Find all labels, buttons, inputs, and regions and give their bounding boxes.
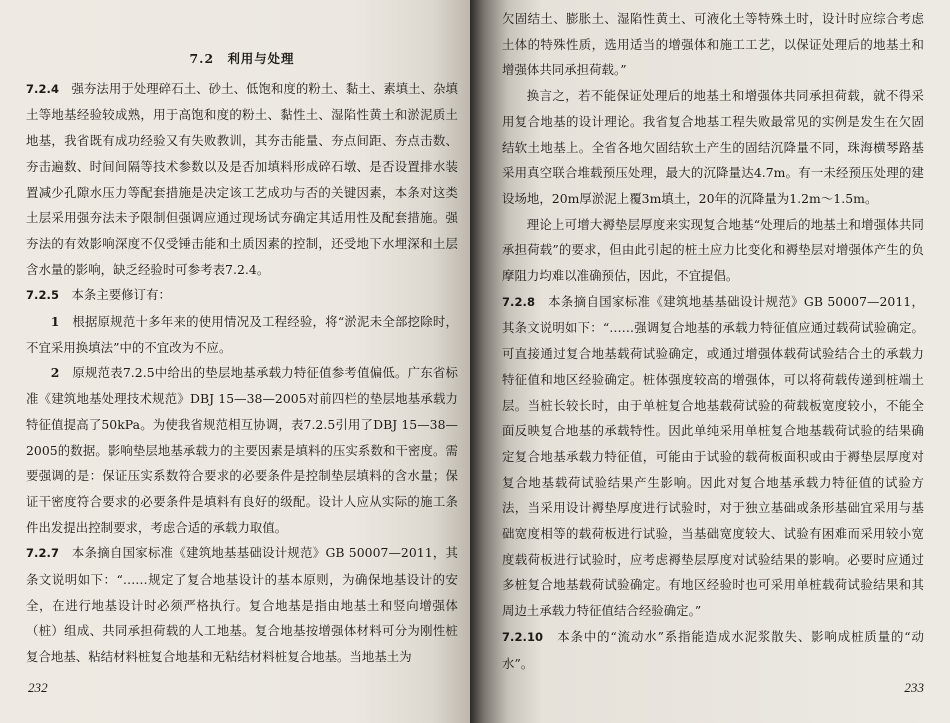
page-number: 233 bbox=[904, 680, 924, 696]
item-number: 2 bbox=[50, 365, 60, 381]
continued-paragraph: 欠固结土、膨胀土、湿陷性黄土、可液化土等特殊土时，设计时应综合考虑土体的特殊性质，选用适当的增强体和施工工艺，以保证处理后的地基土和增强体共同承担荷载。” bbox=[502, 11, 924, 78]
clause-7-2-10 bbox=[502, 624, 924, 676]
clause-text: 本条摘自国家标准《建筑地基基础设计规范》GB 50007—2011，其条文说明如下：“……强调复合地基的承载力特征值应通过载荷试验确定。可直接通过复合地基载荷试验确定，或通过增强体载荷试验结合土的承载力特征值和地区经验确定。桩体强度较高的增强体，可以将荷载传递到桩端土层。当桩长较长时，由于单桩复合地基载荷试验的荷载板宽度较小，不能全面反映复合地基的承载特性。因此单纯采用单桩复合地基载荷试验的结果确定复合地基承载力特征值，可能由于试验的载荷板面积或由于褥垫层厚度对复合地基载荷试验结果产生影响。因此对复合地基承载力特征值的试验方法，当采用设计褥垫厚度进行试验时，对于独立基础或条形基础宜采用与基础宽度相等的载荷板进行试验，当基础宽度较大、试验有困难而采用较小宽度载荷板进行试验时，应考虑褥垫层厚度对试验结果的影响。必要时应通过多桩复合地基载荷试验确定。有地区经验时也可采用单桩载荷试验结果和其周边土承载力特征值结合经验确定。” bbox=[502, 293, 924, 619]
page-number: 232 bbox=[28, 680, 48, 696]
clause-number: 7.2.10 bbox=[502, 629, 544, 644]
clause-text: 本条摘自国家标准《建筑地基基础设计规范》GB 50007—2011，其条文说明如下：“……规定了复合地基设计的基本原则，为确保地基设计的安全，在进行地基设计时必须严格执行。复合地基是指由地基土和竖向增强体（桩）组成、共同承担荷载的人工地基。复合地基按增强体材料可分为刚性桩复合地基、粘结材料桩复合地基和无粘结材料桩复合地基。当地基土为 bbox=[26, 545, 458, 665]
body-paragraph: 换言之，若不能保证处理后的地基土和增强体共同承担荷载，就不得采用复合地基的设计理论。我省复合地基工程失败最常见的实例是发生在欠固结软土地基上。全省各地欠固结软土产生的固结沉降量不同，珠海横琴路基采用真空联合堆载预压处理，最大的沉降量达4.7m。有一未经预压处理的建设场地，20m厚淤泥上覆3m填土，20年的沉降量为1.2m～1.5m。 bbox=[502, 88, 924, 206]
clause-number: 7.2.7 bbox=[26, 546, 59, 561]
clause-7-2-8 bbox=[502, 289, 924, 624]
list-item bbox=[26, 360, 458, 540]
right-page bbox=[470, 0, 950, 723]
clause-number: 7.2.4 bbox=[26, 81, 59, 96]
clause-text: 本条主要修订有： bbox=[71, 287, 171, 303]
section-title: 7.2 利用与处理 bbox=[189, 51, 295, 66]
clause-text: 强夯法用于处理碎石土、砂土、低饱和度的粉土、黏土、素填土、杂填土等地基经验较成熟，用于高饱和度的粉土、黏性土、湿陷性黄土和淤泥质土地基，我省既有成功经验又有失败教训，其夯击能量、夯点间距、夯点击数、夯击遍数、时间间隔等技术参数以及是否加填料形成碎石墩、是否设置排水装置减少孔隙水压力等配套措施是决定该工艺成功与否的关键因素，本条对这类土层采用强夯法未予限制但强调应通过现场试夯确定其适用性及配套措施。强夯法的有效影响深度不仅受锤击能和土质因素的控制，还受地下水埋深和土层含水量的影响，缺乏经验时可参考表7.2.4。 bbox=[26, 80, 458, 277]
clause-7-2-7 bbox=[26, 540, 458, 670]
left-page bbox=[0, 0, 470, 723]
item-number: 1 bbox=[50, 314, 60, 330]
item-text: 原规范表7.2.5中给出的垫层地基承载力特征值参考值偏低。广东省标准《建筑地基处理技术规范》DBJ 15—38—2005对前四栏的垫层地基承载力特征值提高了50kPa。为使我省规范相互协调，表7.2.5引用了DBJ 15—38—2005的数据。影响垫层地基承载力的主要因素是填料的压实系数和干密度。需要强调的是：保证压实系数符合要求的必要条件是控制垫层填料的含水量；保证干密度符合要求的必要条件是填料有良好的级配。设计人应从实际的施工条件出发提出控制要求，考虑合适的承载力取值。 bbox=[26, 365, 458, 535]
item-text: 根据原规范十多年来的使用情况及工程经验，将“淤泥未全部挖除时，不宜采用换填法”中的不宜改为不应。 bbox=[26, 314, 458, 355]
list-item bbox=[26, 309, 458, 360]
clause-number: 7.2.5 bbox=[26, 288, 59, 303]
body-paragraph: 理论上可增大褥垫层厚度来实现复合地基“处理后的地基土和增强体共同承担荷载”的要求，但由此引起的桩土应力比变化和褥垫层对增强体产生的负摩阻力均难以准确预估，因此，不宜提倡。 bbox=[502, 216, 924, 284]
clause-7-2-5 bbox=[26, 282, 458, 309]
clause-number: 7.2.8 bbox=[502, 294, 535, 309]
clause-text: 本条中的“流动水”系指能造成水泥浆散失、影响成桩质量的“动水”。 bbox=[502, 628, 924, 671]
clause-7-2-4 bbox=[26, 76, 458, 283]
